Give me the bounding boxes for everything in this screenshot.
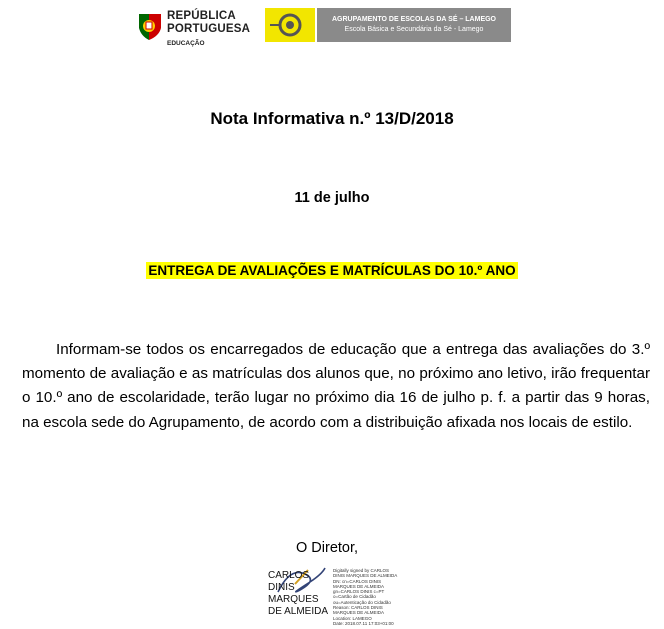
school-logo <box>265 8 511 42</box>
school-name-box <box>317 8 511 42</box>
document-headline: ENTREGA DE AVALIAÇÕES E MATRÍCULAS DO 10.º ANO <box>148 263 516 278</box>
document-title: Nota Informativa n.º 13/D/2018 <box>210 109 454 128</box>
school-emblem <box>265 8 315 42</box>
document-body: Informam-se todos os encarregados de educação que a entrega das avaliações do 3.º momento de avaliação e as matrículas dos alunos que, no próximo ano letivo, irão frequentar o 10.º ano de escolaridade, terão lugar no próximo dia 16 de julho p. f. a partir das 9 horas, na escola sede do Agrupamento, de acordo com a distribuição afixada nos locais de estilo. <box>22 341 650 431</box>
gov-logo-title: REPÚBLICA PORTUGUESA <box>167 10 251 35</box>
portuguese-flag-emblem-icon <box>137 10 163 44</box>
school-name-line2: Escola Básica e Secundária da Sé - Lamego <box>344 26 484 33</box>
document-date: 11 de julho <box>294 190 370 206</box>
headline-container <box>0 262 664 280</box>
digital-signature-details: Digitally signed by CARLOS DINIS MARQUES DE ALMEIDA DN: cn=CARLOS DINIS MARQUES DE ALMEIDA gn=CARLOS DINIS c=PT o=Cartão de Cidadão ou=Autenticação do Cidadão Reason: CARLOS DINIS MARQUES DE ALMEIDA Location: LAMEGO Date: 2018.07.11 17:03+01:00 <box>333 568 398 626</box>
signature-role: O Diretor, <box>296 540 359 556</box>
gov-logo-subtitle: EDUCAÇÃO <box>167 40 205 47</box>
school-name-line1: AGRUPAMENTO DE ESCOLAS DA SÉ – LAMEGO <box>332 16 496 23</box>
school-emblem-icon <box>265 8 315 42</box>
republica-portuguesa-logo <box>137 8 249 50</box>
signature-name: CARLOS DINIS MARQUES DE ALMEIDA <box>268 570 329 617</box>
